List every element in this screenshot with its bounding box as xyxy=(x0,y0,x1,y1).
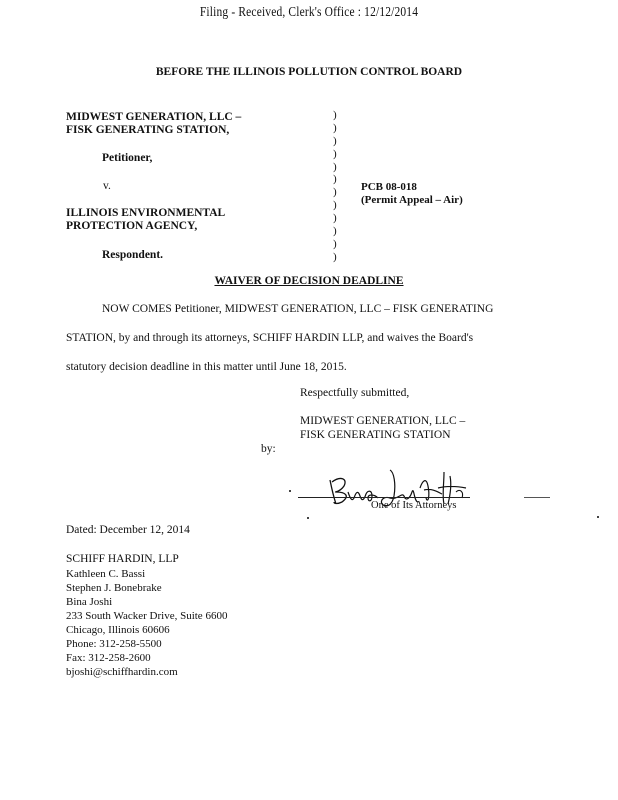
scan-speck xyxy=(289,490,291,492)
respondent-name-line2: PROTECTION AGENCY, xyxy=(66,220,198,232)
case-type: (Permit Appeal – Air) xyxy=(361,194,463,206)
paren: ) xyxy=(333,173,337,186)
email-line: bjoshi@schiffhardin.com xyxy=(66,666,178,678)
body-line-3: statutory decision deadline in this matter until June 18, 2015. xyxy=(66,361,347,373)
paren: ) xyxy=(333,199,337,212)
paren: ) xyxy=(333,160,337,173)
paren: ) xyxy=(333,134,337,147)
party-name-line2: FISK GENERATING STATION xyxy=(300,429,451,441)
petitioner-role: Petitioner, xyxy=(102,152,153,164)
address-line: 233 South Wacker Drive, Suite 6600 xyxy=(66,610,228,622)
attorney-line: Bina Joshi xyxy=(66,596,113,608)
paren: ) xyxy=(333,186,337,199)
paren: ) xyxy=(333,212,337,225)
paren: ) xyxy=(333,237,337,250)
caption-parentheses xyxy=(333,109,337,264)
respectfully-submitted: Respectfully submitted, xyxy=(300,387,410,399)
respondent-role: Respondent. xyxy=(102,249,164,261)
law-firm-name: SCHIFF HARDIN, LLP xyxy=(66,553,179,565)
body-line-1: NOW COMES Petitioner, MIDWEST GENERATION, LLC – FISK GENERATING xyxy=(102,303,494,315)
board-title: BEFORE THE ILLINOIS POLLUTION CONTROL BOARD xyxy=(155,66,463,78)
signature-caption: One of Its Attorneys xyxy=(371,500,457,511)
scan-speck xyxy=(307,517,309,519)
paren: ) xyxy=(333,225,337,238)
by-label: by: xyxy=(261,443,276,455)
body-line-2: STATION, by and through its attorneys, SCHIFF HARDIN LLP, and waives the Board's xyxy=(66,332,474,344)
signature-line-stub xyxy=(524,497,550,498)
paren: ) xyxy=(333,147,337,160)
filing-stamp: Filing - Received, Clerk's Office : 12/12/2014 xyxy=(199,5,419,20)
dated-line: Dated: December 12, 2014 xyxy=(66,524,190,536)
phone-line: Phone: 312-258-5500 xyxy=(66,638,162,650)
attorney-line: Kathleen C. Bassi xyxy=(66,568,146,580)
signature-line xyxy=(298,497,470,498)
respondent-name-line1: ILLINOIS ENVIRONMENTAL xyxy=(66,207,226,219)
fax-line: Fax: 312-258-2600 xyxy=(66,652,151,664)
attorney-line: Stephen J. Bonebrake xyxy=(66,582,162,594)
paren: ) xyxy=(333,121,337,134)
paren: ) xyxy=(333,109,337,121)
document-heading: WAIVER OF DECISION DEADLINE xyxy=(214,275,404,287)
address-line: Chicago, Illinois 60606 xyxy=(66,624,170,636)
party-name-line1: MIDWEST GENERATION, LLC – xyxy=(300,415,466,427)
scan-speck xyxy=(597,516,599,518)
petitioner-name-line2: FISK GENERATING STATION, xyxy=(66,124,230,136)
petitioner-name-line1: MIDWEST GENERATION, LLC – xyxy=(66,111,242,123)
case-number: PCB 08-018 xyxy=(361,181,417,193)
versus-label: v. xyxy=(103,180,111,192)
paren: ) xyxy=(333,250,337,263)
